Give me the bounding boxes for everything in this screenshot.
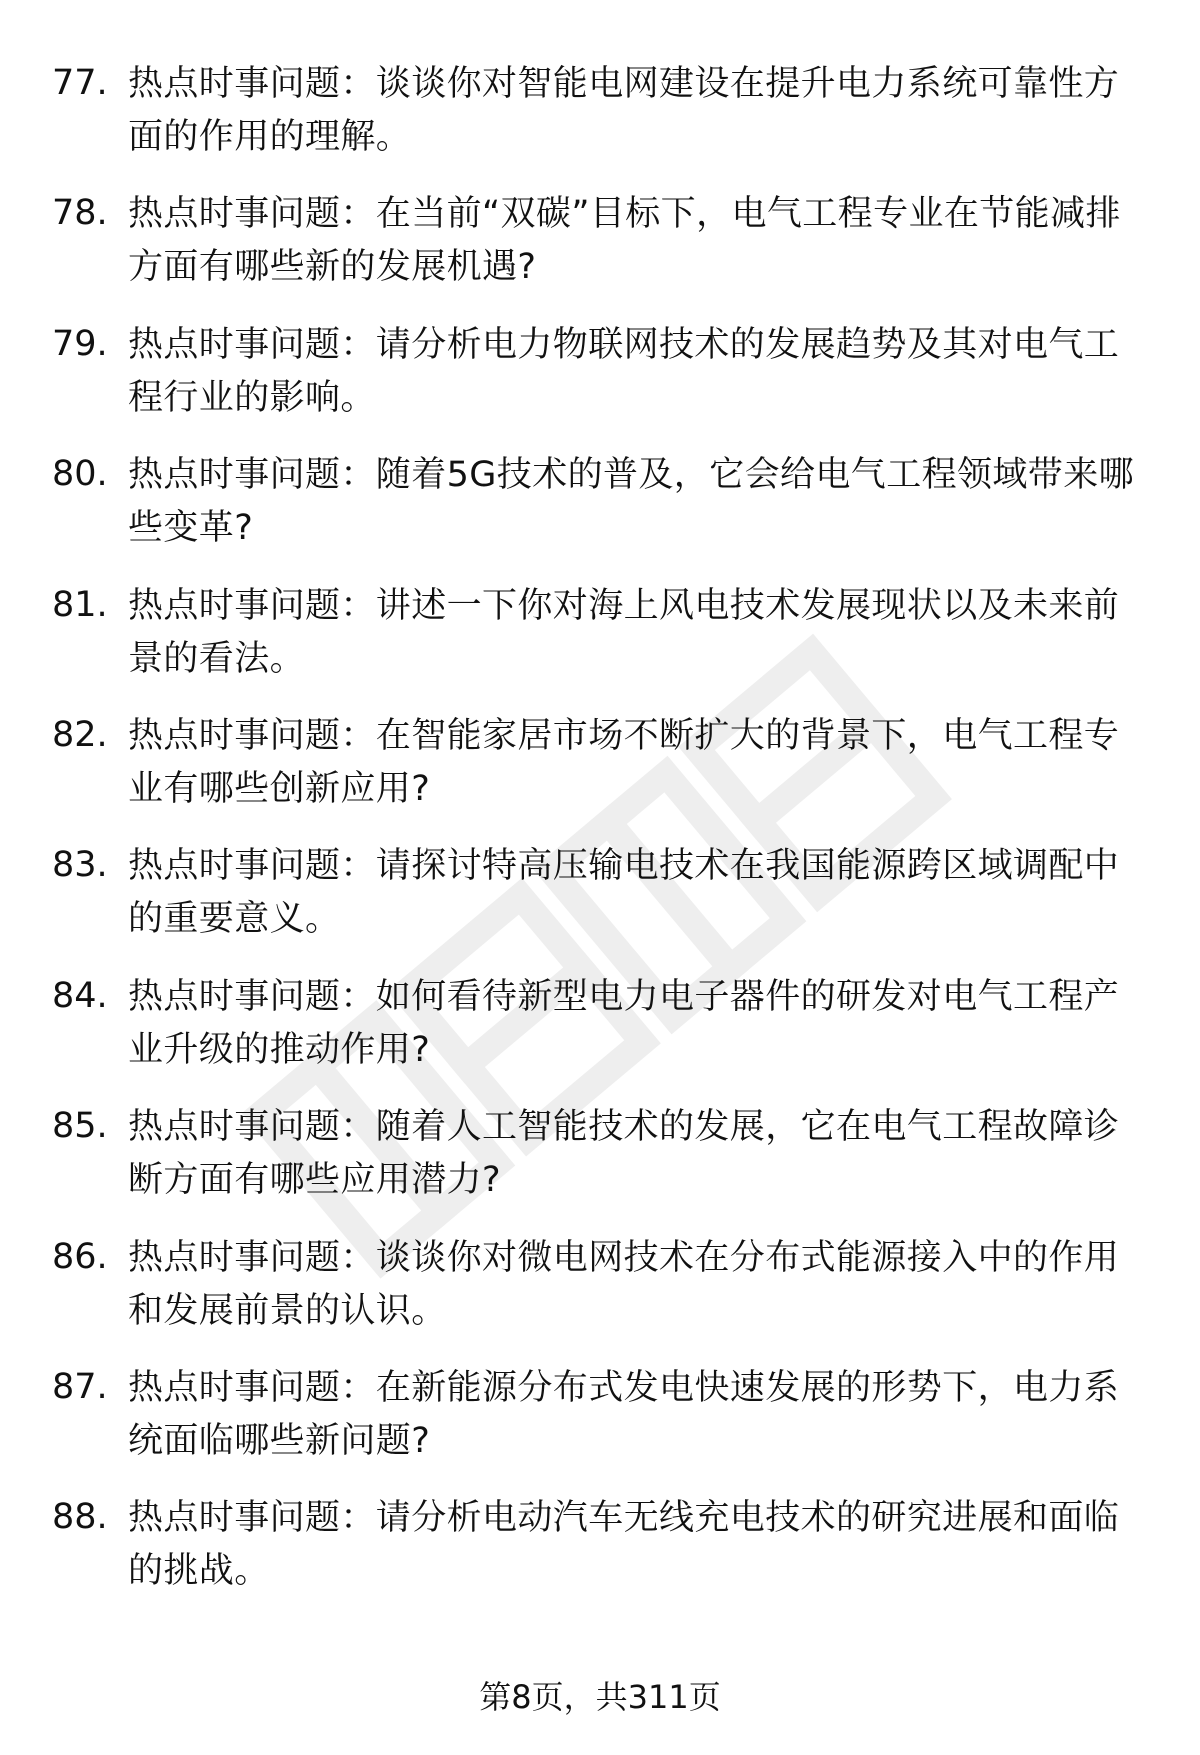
- question-text: 热点时事问题：随着5G技术的普及，它会给电气工程领域带来哪些变革?: [128, 455, 1134, 549]
- question-item: [0, 449, 1200, 579]
- question-number: 80.: [52, 454, 108, 495]
- page-number-label: 第8页，共311页: [479, 1678, 721, 1716]
- question-text: 热点时事问题：讲述一下你对海上风电技术发展现状以及未来前景的看法。: [128, 585, 1120, 679]
- question-text: 热点时事问题：请探讨特高压输电技术在我国能源跨区域调配中的重要意义。: [128, 846, 1120, 940]
- question-text: 热点时事问题：在智能家居市场不断扩大的背景下，电气工程专业有哪些创新应用?: [128, 715, 1120, 809]
- question-number: 77.: [52, 63, 108, 103]
- question-item: [0, 710, 1200, 840]
- question-number: 88.: [52, 1497, 108, 1538]
- question-item: [0, 188, 1200, 318]
- question-text: 热点时事问题：随着人工智能技术的发展，它在电气工程故障诊断方面有哪些应用潜力?: [128, 1107, 1120, 1201]
- page-footer: [0, 1672, 1200, 1722]
- question-item: [0, 1362, 1200, 1492]
- question-text: 热点时事问题：谈谈你对微电网技术在分布式能源接入中的作用和发展前景的认识。: [128, 1237, 1120, 1331]
- question-number: 82.: [52, 714, 108, 755]
- question-item: [0, 1232, 1200, 1362]
- question-text: 热点时事问题：在当前“双碳”目标下，电气工程专业在节能减排方面有哪些新的发展机遇?: [128, 194, 1121, 288]
- question-item: [0, 58, 1200, 188]
- question-number: 81.: [52, 584, 108, 625]
- question-item: [0, 1492, 1200, 1622]
- question-number: 86.: [52, 1236, 108, 1277]
- question-list: [0, 58, 1200, 1623]
- question-number: 83.: [52, 845, 108, 886]
- question-number: 87.: [52, 1366, 108, 1407]
- question-text: 热点时事问题：请分析电力物联网技术的发展趋势及其对电气工程行业的影响。: [128, 324, 1120, 418]
- question-item: [0, 1101, 1200, 1231]
- question-number: 85.: [52, 1106, 108, 1147]
- question-text: 热点时事问题：如何看待新型电力电子器件的研发对电气工程产业升级的推动作用?: [128, 976, 1120, 1070]
- question-text: 热点时事问题：谈谈你对智能电网建设在提升电力系统可靠性方面的作用的理解。: [128, 64, 1120, 157]
- question-item: [0, 319, 1200, 449]
- question-number: 84.: [52, 975, 108, 1016]
- question-number: 78.: [52, 193, 108, 234]
- question-item: [0, 840, 1200, 970]
- question-text: 热点时事问题：请分析电动汽车无线充电技术的研究进展和面临的挑战。: [128, 1498, 1120, 1592]
- question-item: [0, 580, 1200, 710]
- question-number: 79.: [52, 323, 108, 364]
- question-text: 热点时事问题：在新能源分布式发电快速发展的形势下，电力系统面临哪些新问题?: [128, 1367, 1120, 1461]
- question-item: [0, 971, 1200, 1101]
